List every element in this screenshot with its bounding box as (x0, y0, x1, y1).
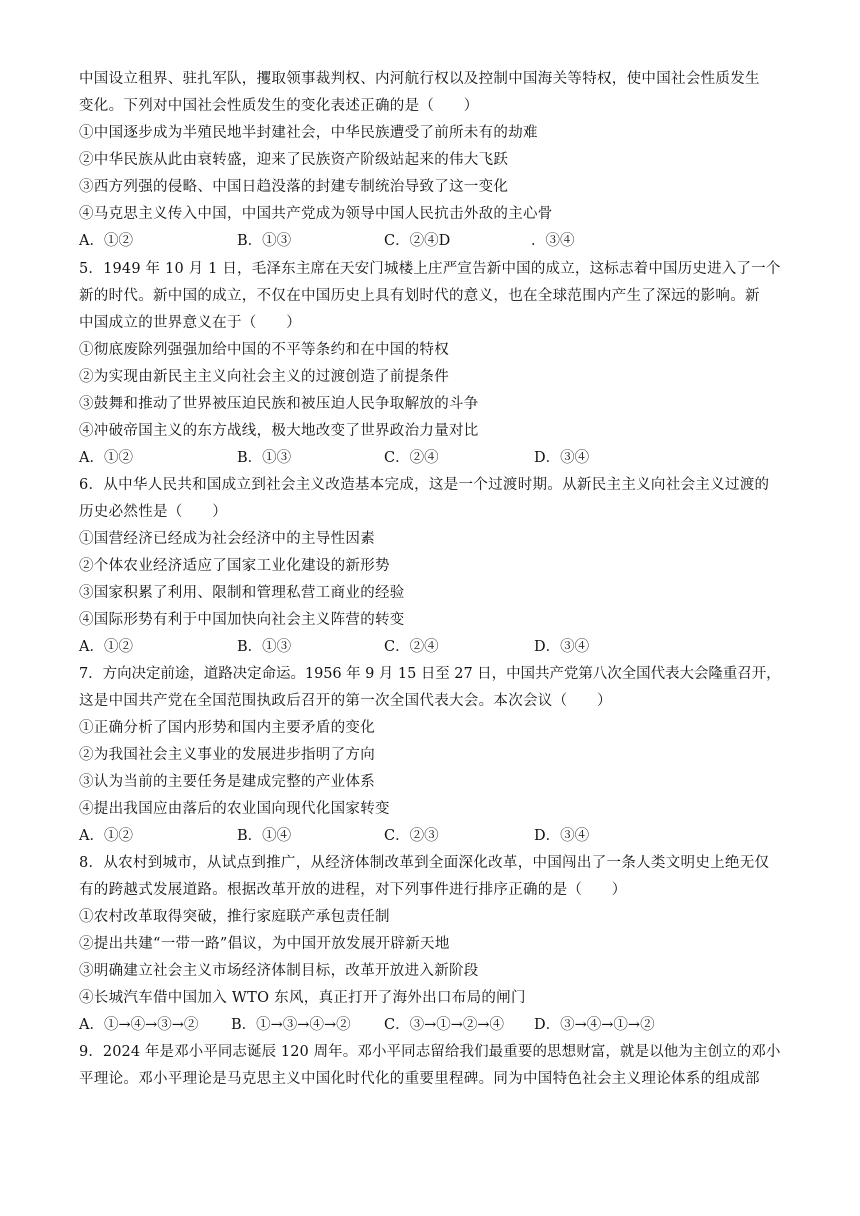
question-4-statement-2: ②中华民族从此由衰转盛，迎来了民族资产阶级站起来的伟大飞跃 (79, 152, 509, 168)
option-d: D．③④ (534, 639, 590, 655)
option-b: B．①③ (237, 450, 292, 466)
question-8-stem-line-2: 有的跨越式发展道路。根据改革开放的进程，对下列事件进行排序正确的是（ ） (79, 882, 627, 898)
option-a: A．①→④→③→② (79, 1017, 199, 1033)
option-a: A．①② (79, 639, 133, 655)
question-5-stem-line-1: 5．1949 年 10 月 1 日，毛泽东主席在天安门城楼上庄严宣告新中国的成立，这标志着中国历史进入了一个 (79, 261, 781, 277)
question-6-statement-4: ④国际形势有利于中国加快向社会主义阵营的转变 (79, 612, 405, 628)
question-9-stem-line-2: 平理论。邓小平理论是马克思主义中国化时代化的重要里程碑。同为中国特色社会主义理论体系的组成部 (79, 1071, 760, 1087)
question-8-stem-line-1: 8．从农村到城市，从试点到推广，从经济体制改革到全面深化改革，中国闯出了一条人类文明史上绝无仅 (79, 855, 770, 871)
option-a: A．①② (79, 828, 133, 844)
question-5-statement-1: ①彻底废除列强强加给中国的不平等条约和在中国的特权 (79, 342, 449, 358)
question-4-statement-1: ①中国逐步成为半殖民地半封建社会，中华民族遭受了前所未有的劫难 (79, 125, 538, 141)
option-a: A．①② (79, 450, 133, 466)
question-6-stem-line-2: 历史必然性是（ ） (79, 504, 227, 520)
option-b: B．①③ (237, 233, 292, 249)
question-6-stem-line-1: 6．从中华人民共和国成立到社会主义改造基本完成，这是一个过渡时期。从新民主主义向社会主义过渡的 (79, 477, 770, 493)
question-5-statement-2: ②为实现由新民主主义向社会主义的过渡创造了前提条件 (79, 369, 449, 385)
question-5-stem-line-2: 新的时代。新中国的成立，不仅在中国历史上具有划时代的意义，也在全球范围内产生了深远的影响。新 (79, 288, 760, 304)
question-7-statement-3: ③认为当前的主要任务是建成完整的产业体系 (79, 774, 375, 790)
question-7-statement-4: ④提出我国应由落后的农业国向现代化国家转变 (79, 801, 390, 817)
option-d: D．③④ (534, 450, 590, 466)
option-c: C．②④ (384, 450, 439, 466)
option-a: A．①② (79, 233, 133, 249)
option-c: C．③→①→②→④ (384, 1017, 505, 1033)
question-8-statement-2: ②提出共建“一带一路”倡议，为中国开放发展开辟新天地 (79, 936, 450, 952)
question-5-statement-3: ③鼓舞和推动了世界被压迫民族和被压迫人民争取解放的斗争 (79, 396, 479, 412)
question-7-options (79, 827, 779, 845)
question-4-options (79, 232, 779, 250)
question-4-stem-line-2: 变化。下列对中国社会性质发生的变化表述正确的是（ ） (79, 98, 479, 114)
question-4-statement-3: ③西方列强的侵略、中国日趋没落的封建专制统治导致了这一变化 (79, 179, 509, 195)
question-4-stem-line-1: 中国设立租界、驻扎军队，攫取领事裁判权、内河航行权以及控制中国海关等特权，使中国社会性质发生 (79, 71, 760, 87)
question-8-statement-4: ④长城汽车借中国加入 WTO 东风，真正打开了海外出口布局的闸门 (79, 990, 526, 1006)
question-5-options (79, 449, 779, 467)
question-6-options (79, 638, 779, 656)
question-7-statement-1: ①正确分析了国内形势和国内主要矛盾的变化 (79, 720, 375, 736)
question-5-statement-4: ④冲破帝国主义的东方战线，极大地改变了世界政治力量对比 (79, 423, 479, 439)
option-c: C．②③ (384, 828, 439, 844)
question-9-stem-line-1: 9．2024 年是邓小平同志诞辰 120 周年。邓小平同志留给我们最重要的思想财富，就是以他为主创立的邓小 (79, 1044, 781, 1060)
question-6-statement-3: ③国家积累了利用、限制和管理私营工商业的经验 (79, 585, 405, 601)
question-5-stem-line-3: 中国成立的世界意义在于（ ） (79, 315, 301, 331)
option-d: D．③→④→①→② (534, 1017, 655, 1033)
question-7-stem-line-1: 7．方向决定前途，道路决定命运。1956 年 9 月 15 日至 27 日，中国共产党第八次全国代表大会隆重召开， (79, 666, 781, 682)
option-d: ．③④ (531, 233, 575, 249)
question-7-statement-2: ②为我国社会主义事业的发展进步指明了方向 (79, 747, 375, 763)
question-8-options (79, 1016, 779, 1034)
question-4-statement-4: ④马克思主义传入中国，中国共产党成为领导中国人民抗击外敌的主心骨 (79, 206, 553, 222)
option-b: B．①④ (237, 828, 292, 844)
question-8-statement-1: ①农村改革取得突破，推行家庭联产承包责任制 (79, 909, 390, 925)
option-b: B．①③ (237, 639, 292, 655)
question-8-statement-3: ③明确建立社会主义市场经济体制目标，改革开放进入新阶段 (79, 963, 479, 979)
question-6-statement-2: ②个体农业经济适应了国家工业化建设的新形势 (79, 558, 390, 574)
option-b: B．①→③→④→② (231, 1017, 351, 1033)
option-c: C．②④ (384, 639, 439, 655)
question-6-statement-1: ①国营经济已经成为社会经济中的主导性因素 (79, 531, 375, 547)
option-d: D．③④ (534, 828, 590, 844)
option-c: C．②④D (384, 233, 451, 249)
question-7-stem-line-2: 这是中国共产党在全国范围执政后召开的第一次全国代表大会。本次会议（ ） (79, 693, 612, 709)
